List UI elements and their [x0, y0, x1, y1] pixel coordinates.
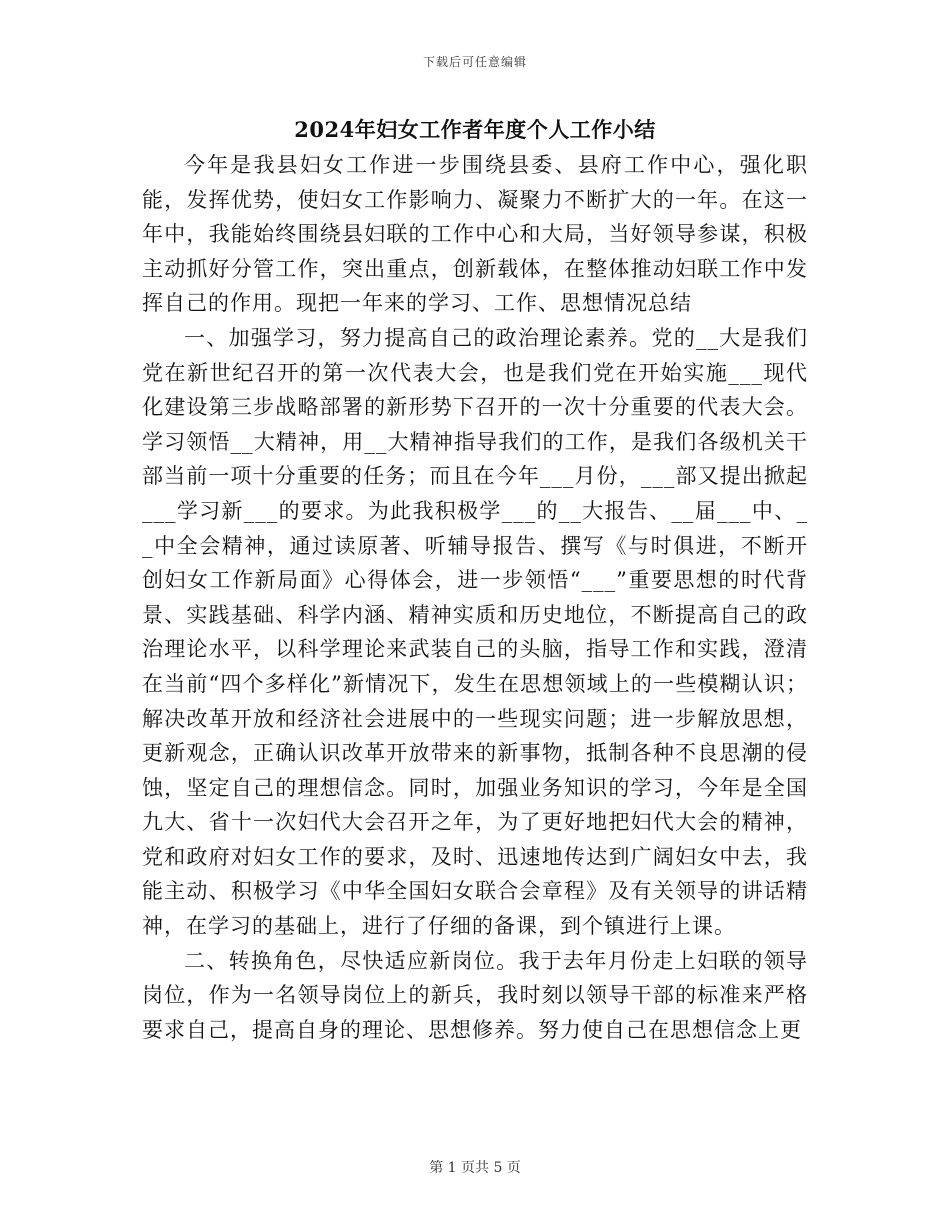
- page-number: 第 1 页共 5 页: [429, 1160, 521, 1176]
- paragraph-section-two: 二、转换角色，尽快适应新岗位。我于去年月份走上妇联的领导岗位，作为一名领导岗位上的新兵，我时刻以领导干部的标准来严格要求自己，提高自身的理论、思想修养。努力使自己在思想信念上更: [142, 948, 808, 1042]
- document-body: [142, 148, 808, 1047]
- page-header-note: 下载后可任意编辑: [422, 55, 527, 69]
- paragraph-intro: 今年是我县妇女工作进一步围绕县委、县府工作中心，强化职能，发挥优势，使妇女工作影响力、凝聚力不断扩大的一年。在这一年中，我能始终围绕县妇联的工作中心和大局，当好领导参谋，积极主动抓好分管工作，突出重点，创新载体，在整体推动妇联工作中发挥自己的作用。现把一年来的学习、工作、思想情况总结: [142, 153, 808, 316]
- paragraph-section-one: 一、加强学习，努力提高自己的政治理论素养。党的__大是我们党在新世纪召开的第一次代表大会，也是我们党在开始实施___现代化建设第三步战略部署的新形势下召开的一次十分重要的代表大会。学习领悟__大精神，用__大精神指导我们的工作，是我们各级机关干部当前一项十分重要的任务；而且在今年___月份，___部又提出掀起___学习新___的要求。为此我积极学___的__大报告、__届___中、__中全会精神，通过读原著、听辅导报告、撰写《与时俱进，不断开创妇女工作新局面》心得体会，进一步领悟“___”重要思想的时代背景、实践基础、科学内涵、精神实质和历史地位，不断提高自己的政治理论水平，以科学理论来武装自己的头脑，指导工作和实践，澄清在当前“四个多样化”新情况下，发生在思想领域上的一些模糊认识；解决改革开放和经济社会进展中的一些现实问题；进一步解放思想，更新观念，正确认识改革开放带来的新事物，抵制各种不良思潮的侵蚀，坚定自己的理想信念。同时，加强业务知识的学习，今年是全国九大、省十一次妇代大会召开之年，为了更好地把妇代大会的精神，党和政府对妇女工作的要求，及时、迅速地传达到广阔妇女中去，我能主动、积极学习《中华全国妇女联合会章程》及有关领导的讲话精神，在学习的基础上，进行了仔细的备课，到个镇进行上课。: [142, 325, 808, 939]
- document-title: 2024年妇女工作者年度个人工作小结: [294, 117, 656, 142]
